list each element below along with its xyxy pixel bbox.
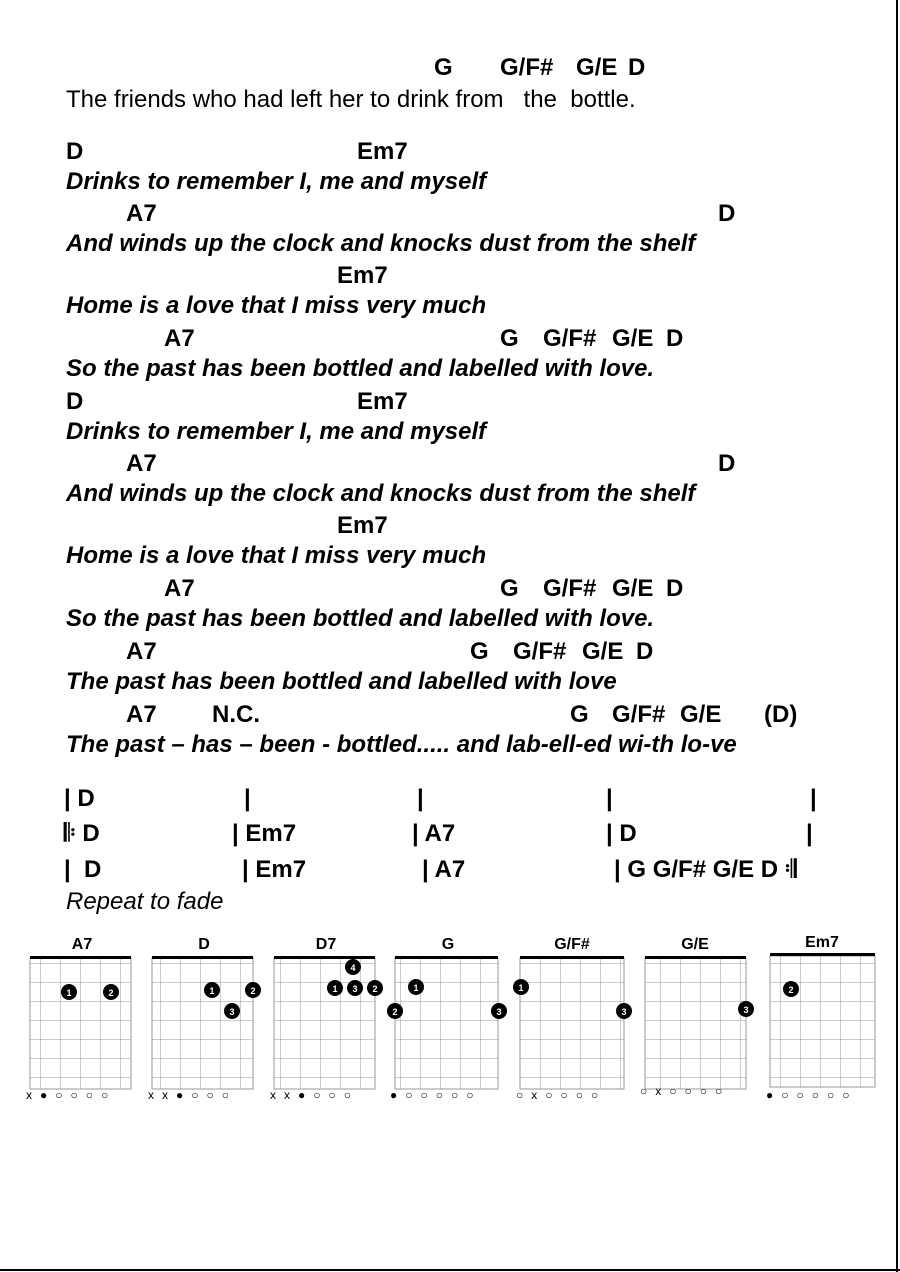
- string-markers: xx●○○○: [270, 1088, 359, 1102]
- svg-text:2: 2: [392, 1007, 398, 1017]
- lyric-line: Drinks to remember I, me and myself: [66, 168, 487, 195]
- chord: D: [718, 200, 736, 227]
- finger-dot: [103, 984, 119, 1000]
- chord: Em7: [337, 512, 388, 539]
- svg-text:1: 1: [332, 984, 338, 994]
- bar-cell: | D: [64, 785, 95, 812]
- bar-cell: |: [810, 785, 817, 812]
- chord-diagram-label: G/F#: [554, 936, 590, 953]
- finger-dot: [408, 979, 424, 995]
- chord: G/E: [612, 325, 654, 352]
- chord-diagram-g-e: [640, 936, 754, 1098]
- chord-diagram-label: G: [441, 936, 455, 953]
- finger-dot: [61, 984, 77, 1000]
- lyric-line: And winds up the clock and knocks dust from the shelf: [66, 230, 696, 257]
- chord: A7: [126, 638, 157, 665]
- chord: A7: [126, 450, 157, 477]
- chord: G/E: [612, 575, 654, 602]
- chord-diagram-label: Em7: [805, 934, 839, 951]
- chord: G/F#: [612, 701, 666, 728]
- bar-cell: | A7: [422, 856, 466, 883]
- svg-text:3: 3: [743, 1005, 749, 1015]
- lyric-line: The past has been bottled and labelled with love: [66, 668, 617, 695]
- chord-diagram-label: D: [198, 936, 210, 953]
- finger-dot: [491, 1003, 507, 1019]
- bar-cell: | Em7: [232, 820, 297, 847]
- lyric-line: And winds up the clock and knocks dust from the shelf: [66, 480, 696, 507]
- chord: Em7: [337, 262, 388, 289]
- lyric-line: The friends who had left her to drink from the bottle.: [66, 86, 636, 113]
- chord: D: [666, 325, 684, 352]
- bar-cell: | D: [606, 820, 637, 847]
- chord: D: [636, 638, 654, 665]
- chord: G: [500, 325, 519, 352]
- svg-text:3: 3: [229, 1007, 235, 1017]
- finger-dot: [245, 982, 261, 998]
- finger-dot: [738, 1001, 754, 1017]
- svg-text:3: 3: [352, 984, 358, 994]
- lyric-line: Home is a love that I miss very much: [66, 292, 487, 319]
- chord-diagram-em7: [766, 934, 875, 1102]
- finger-dot: [204, 982, 220, 998]
- svg-text:4: 4: [350, 963, 356, 973]
- finger-dot: [783, 981, 799, 997]
- lyric-line: The past – has – been - bottled..... and lab-ell-ed wi-th lo-ve: [66, 731, 737, 758]
- page-border: [0, 1269, 900, 1271]
- finger-dot: [327, 980, 343, 996]
- chord: G: [570, 701, 589, 728]
- repeat-note: Repeat to fade: [66, 888, 224, 915]
- svg-text:2: 2: [108, 988, 114, 998]
- chord-diagram-label: D7: [315, 936, 337, 953]
- lyric-line: Home is a love that I miss very much: [66, 542, 487, 569]
- chord: G/E: [582, 638, 624, 665]
- chord: G/F#: [500, 54, 554, 81]
- chord-diagram-g: [387, 936, 507, 1102]
- chord: A7: [126, 701, 157, 728]
- string-markers: ○x○○○○: [516, 1088, 607, 1102]
- chord-diagram-d7: [270, 936, 383, 1102]
- chord-diagram-a7: [26, 936, 131, 1102]
- chord: G: [500, 575, 519, 602]
- chord: G/E: [680, 701, 722, 728]
- chord-diagram-label: A7: [71, 936, 93, 953]
- string-markers: ●○○○○○: [390, 1088, 482, 1102]
- chord: D: [718, 450, 736, 477]
- chord: N.C.: [212, 701, 260, 728]
- bar-cell: |: [606, 785, 613, 812]
- svg-text:1: 1: [413, 983, 419, 993]
- lyric-line: So the past has been bottled and labelled with love.: [66, 355, 655, 382]
- chord: G/F#: [543, 575, 597, 602]
- chord: G: [470, 638, 489, 665]
- svg-text:2: 2: [372, 984, 378, 994]
- chord: A7: [126, 200, 157, 227]
- svg-text:3: 3: [621, 1007, 627, 1017]
- chord: D: [628, 54, 646, 81]
- svg-text:1: 1: [209, 986, 215, 996]
- svg-text:1: 1: [518, 983, 524, 993]
- bar-cell: | A7: [412, 820, 456, 847]
- chord-diagrams: [0, 925, 900, 1125]
- finger-dot: [224, 1003, 240, 1019]
- chord: Em7: [357, 388, 408, 415]
- string-markers: ○x○○○○: [640, 1084, 731, 1098]
- chord: A7: [164, 325, 195, 352]
- chord: D: [666, 575, 684, 602]
- finger-dot: [345, 959, 361, 975]
- chord: G/E: [576, 54, 618, 81]
- chord: Em7: [357, 138, 408, 165]
- string-markers: x●○○○○: [26, 1088, 117, 1102]
- bar-cell: | G G/F# G/E D 𝄇: [614, 856, 797, 883]
- svg-text:1: 1: [66, 988, 72, 998]
- finger-dot: [387, 1003, 403, 1019]
- chord-diagram-label: G/E: [681, 936, 709, 953]
- bar-cell: 𝄆 D: [64, 820, 100, 847]
- chord-diagram-d: [148, 936, 261, 1102]
- chord: D: [66, 388, 84, 415]
- chord: A7: [164, 575, 195, 602]
- svg-text:2: 2: [250, 986, 256, 996]
- svg-text:2: 2: [788, 985, 794, 995]
- lyric-line: So the past has been bottled and labelled with love.: [66, 605, 655, 632]
- finger-dot: [513, 979, 529, 995]
- bar-cell: |: [417, 785, 424, 812]
- finger-dot: [367, 980, 383, 996]
- chord: G: [434, 54, 453, 81]
- chord: G/F#: [543, 325, 597, 352]
- finger-dot: [616, 1003, 632, 1019]
- string-markers: ●○○○○○: [766, 1088, 858, 1102]
- lyric-line: Drinks to remember I, me and myself: [66, 418, 487, 445]
- bar-cell: |: [806, 820, 813, 847]
- svg-text:3: 3: [496, 1007, 502, 1017]
- chord: G/F#: [513, 638, 567, 665]
- chord: (D): [764, 701, 798, 728]
- bar-cell: | Em7: [242, 856, 307, 883]
- bar-cell: | D: [64, 856, 102, 883]
- chord-diagram-g-f-sharp: [513, 936, 632, 1102]
- finger-dot: [347, 980, 363, 996]
- string-markers: xx●○○○: [148, 1088, 237, 1102]
- bar-cell: |: [244, 785, 251, 812]
- chord: D: [66, 138, 84, 165]
